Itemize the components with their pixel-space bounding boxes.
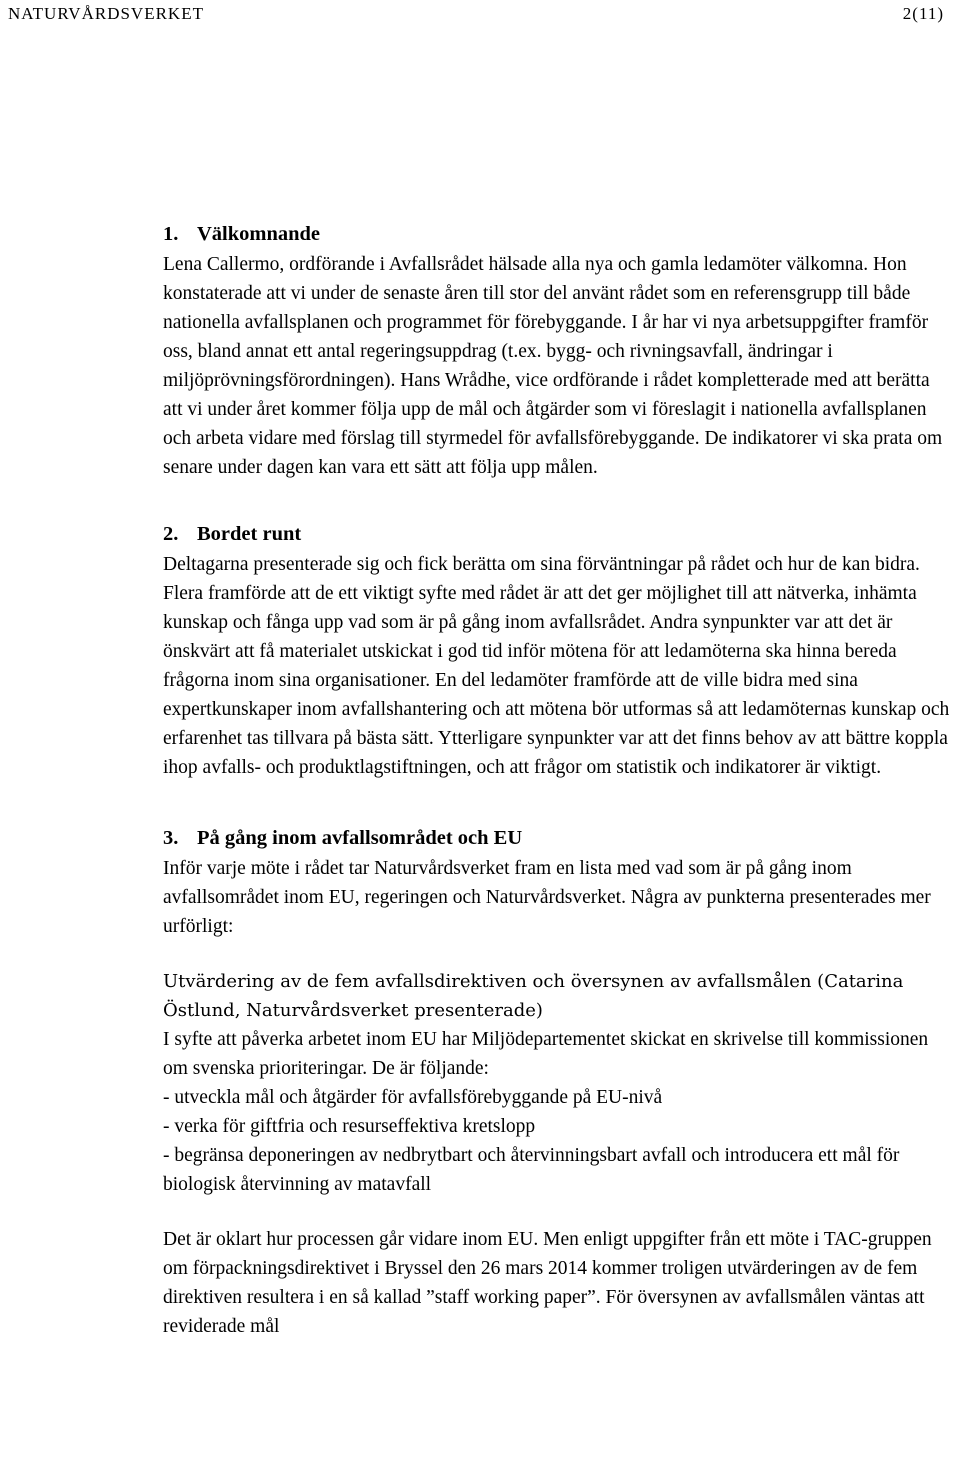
section-heading-1 — [163, 218, 953, 250]
section-title: Bordet runt — [197, 523, 302, 545]
section-2-paragraph: Deltagarna presenterade sig och fick berätta om sina förväntningar på rådet och hur de kan bidra. Flera framförde att de ett viktigt syfte med rådet är att det ger möjlighet till att nätverka, inhämta kunskap och fånga upp vad som är på gång inom avfallsrådet. Andra synpunkter var att det är önskvärt att få materialet utskickat i god tid inför mötena för att ledamöterna ska hinna bereda frågorna inom sina organisationer. En del ledamöter framförde att de ville bidra med sina expertkunskaper inom avfallshantering och att mötena bör utformas så att ledamöternas kunskap och erfarenhet tas tillvara på bästa sätt. Ytterligare synpunkter var att det finns behov av att bättre koppla ihop avfalls- och produktlagstiftningen, och att frågor om statistik och indikatorer är viktigt. — [163, 554, 950, 778]
section-heading-2 — [163, 518, 953, 550]
section-1-paragraph: Lena Callermo, ordförande i Avfallsrådet hälsade alla nya och gamla ledamöter välkomna. Hon konstaterade att vi under de senaste åren till stor del använt rådet som en referensgrupp till både nationella avfallsplanen och programmet för förebyggande. I år har vi nya arbetsuppgifter framför oss, bland annat ett antal regeringsuppdrag (t.ex. bygg- och rivningsavfall, ändringar i miljöprövningsförordningen). Hans Wrådhe, vice ordförande i rådet kompletterade med att berätta att vi under året kommer följa upp de mål och åtgärder som vi föreslagit i nationella avfallsplanen och arbeta vidare med förslag till styrmedel för avfallsförebyggande. De indikatorer vi ska prata om senare under dagen kan vara ett sätt att följa upp målen. — [163, 254, 943, 478]
list-item: - utveckla mål och åtgärder för avfallsförebyggande på EU-nivå — [163, 1087, 663, 1108]
section-3-closing: Det är oklart hur processen går vidare inom EU. Men enligt uppgifter från ett möte i TAC-gruppen om förpackningsdirektivet i Bryssel den 26 mars 2014 kommer troligen utvärderingen av de fem direktiven resultera i en så kallad ”staff working paper”. För översynen av avfallsmålen väntas att reviderade mål — [163, 1229, 932, 1337]
list-item: - verka för giftfria och resurseffektiva kretslopp — [163, 1116, 536, 1137]
section-number: 3. — [163, 827, 179, 849]
section-heading-3 — [163, 822, 953, 854]
list-item: - begränsa deponeringen av nedbrytbart och återvinningsbart avfall och introducera ett mål för biologisk återvinning av matavfall — [163, 1145, 900, 1195]
page-header — [8, 4, 952, 26]
subsection-lead: I syfte att påverka arbetet inom EU har Miljödepartementet skickat en skrivelse till kommissionen om svenska prioriteringar. De är följande: — [163, 1029, 929, 1079]
subsection-heading: Utvärdering av de fem avfallsdirektiven och översynen av avfallsmålen (Catarina Östlund, Naturvårdsverket presenterade) — [163, 971, 904, 1021]
header-organization: NATURVÅRDSVERKET — [8, 4, 204, 23]
header-page-number: 2(11) — [902, 4, 944, 23]
section-title: På gång inom avfallsområdet och EU — [197, 827, 523, 849]
section-number: 1. — [163, 223, 179, 245]
document-body — [163, 218, 953, 1341]
section-number: 2. — [163, 523, 179, 545]
section-3-intro: Inför varje möte i rådet tar Naturvårdsverket fram en lista med vad som är på gång inom avfallsområdet inom EU, regeringen och Naturvårdsverket. Några av punkterna presenterades mer urförligt: — [163, 858, 931, 937]
section-title: Välkomnande — [197, 223, 321, 245]
